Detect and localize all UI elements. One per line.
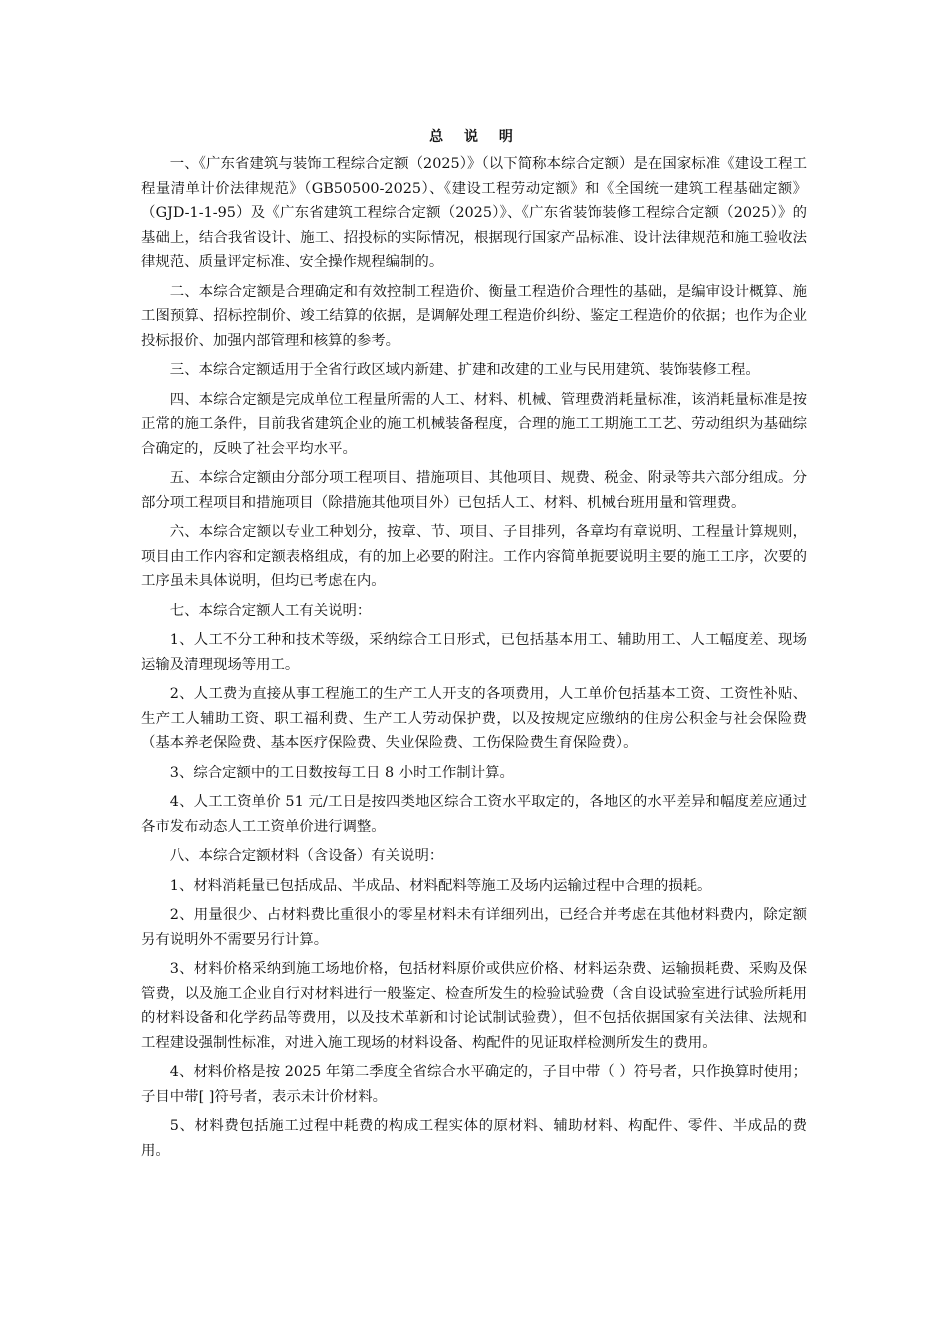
document-body (141, 152, 807, 1168)
section-8-item-1: 1、材料消耗量已包括成品、半成品、材料配料等施工及场内运输过程中合理的损耗。 (169, 877, 712, 894)
paragraph-1: 一、《广东省建筑与装饰工程综合定额（2025）》（以下简称本综合定额）是在国家标准《建设工程工程量清单计价法律规范》（GB50500-2025）、《建设工程劳动定额》和《全国统一建筑工程基础定额》（GJD-1-1-95）及《广东省建筑工程综合定额（2025）》、《广东省装饰装修工程综合定额（2025）》的基础上，结合我省设计、施工、招投标的实际情况，根据现行国家产品标准、设计法律规范和施工验收法律规范、质量评定标准、安全操作规程编制的。 (141, 156, 807, 270)
section-8-heading: 八、本综合定额材料（含设备）有关说明： (169, 848, 444, 864)
section-7-item-2: 2、人工费为直接从事工程施工的生产工人开支的各项费用，人工单价包括基本工资、工资性补贴、生产工人辅助工资、职工福利费、生产工人劳动保护费，以及按规定应缴纳的住房公积金与社会保险费（基本养老保险费、基本医疗保险费、失业保险费、工伤保险费生育保险费）。 (141, 686, 807, 751)
paragraph-2: 二、本综合定额是合理确定和有效控制工程造价、衡量工程造价合理性的基础，是编审设计概算、施工图预算、招标控制价、竣工结算的依据，是调解处理工程造价纠纷、鉴定工程造价的依据；也作为企业投标报价、加强内部管理和核算的参考。 (141, 283, 807, 349)
section-8-item-3: 3、材料价格采纳到施工场地价格，包括材料原价或供应价格、材料运杂费、运输损耗费、采购及保管费，以及施工企业自行对材料进行一般鉴定、检查所发生的检验试验费（含自设试验室进行试验所耗用的材料设备和化学药品等费用，以及技术革新和讨论试制试验费），但不包括依据国家有关法律、法规和工程建设强制性标准，对进入施工现场的材料设备、构配件的见证取样检测所发生的费用。 (141, 961, 807, 1051)
document-title: 总 说 明 (429, 129, 521, 145)
section-7-heading: 七、本综合定额人工有关说明： (169, 602, 372, 619)
paragraph-4: 四、本综合定额是完成单位工程量所需的人工、材料、机械、管理费消耗量标准，该消耗量标准是按正常的施工条件，目前我省建筑企业的施工机械装备程度，合理的施工工期施工工艺、劳动组织为基础综合确定的，反映了社会平均水平。 (141, 391, 807, 457)
section-7-item-4: 4、人工工资单价 51 元/工日是按四类地区综合工资水平取定的，各地区的水平差异和幅度差应通过各市发布动态人工工资单价进行调整。 (141, 794, 807, 835)
section-8-item-5: 5、材料费包括施工过程中耗费的构成工程实体的原材料、辅助材料、构配件、零件、半成品的费用。 (141, 1118, 807, 1159)
paragraph-5: 五、本综合定额由分部分项工程项目、措施项目、其他项目、规费、税金、附录等共六部分组成。分部分项工程项目和措施项目（除措施其他项目外）已包括人工、材料、机械台班用量和管理费。 (141, 470, 807, 511)
paragraph-3: 三、本综合定额适用于全省行政区域内新建、扩建和改建的工业与民用建筑、装饰装修工程。 (169, 362, 760, 378)
section-8-item-4: 4、材料价格是按 2025 年第二季度全省综合水平确定的，子目中带（ ）符号者，只作换算时使用；子目中带[ ]符号者，表示未计价材料。 (141, 1064, 807, 1105)
section-7-item-3: 3、综合定额中的工日数按每工日 8 小时工作制计算。 (169, 764, 514, 781)
section-8-item-2: 2、用量很少、占材料费比重很小的零星材料未有详细列出，已经合并考虑在其他材料费内，除定额另有说明外不需要另行计算。 (141, 907, 807, 948)
paragraph-6: 六、本综合定额以专业工种划分，按章、节、项目、子目排列，各章均有章说明、工程量计算规则，项目由工作内容和定额表格组成，有的加上必要的附注。工作内容简单扼要说明主要的施工工序，次要的工序虽未具体说明，但均已考虑在内。 (141, 524, 807, 589)
section-7-item-1: 1、人工不分工种和技术等级，采纳综合工日形式，已包括基本用工、辅助用工、人工幅度差、现场运输及清理现场等用工。 (141, 632, 807, 673)
